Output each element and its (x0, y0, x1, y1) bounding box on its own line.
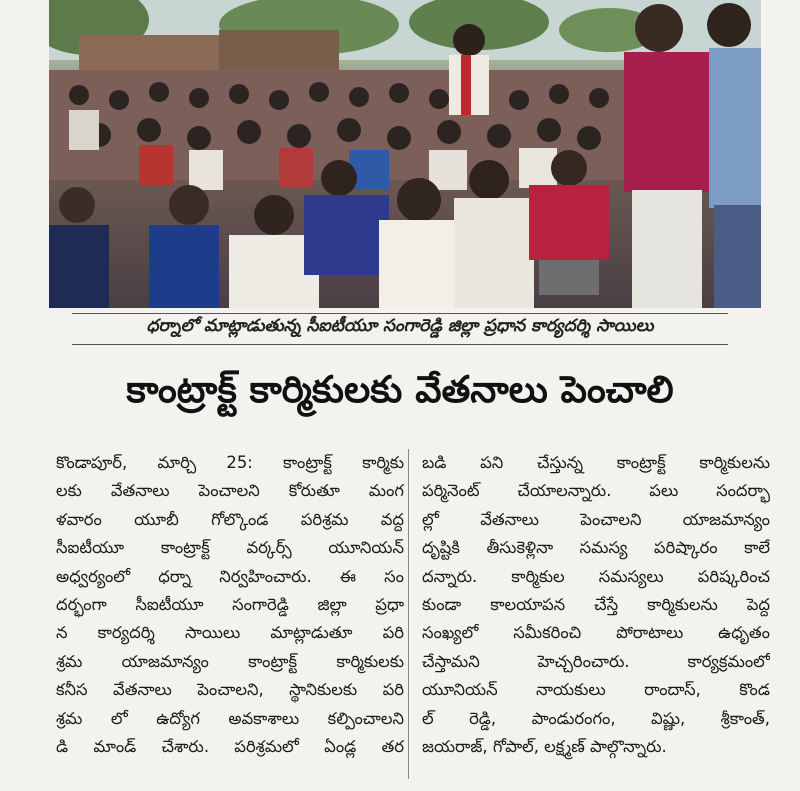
article-line: చేస్తామని హెచ్చరించారు. కార్యక్రమంలో (422, 651, 770, 671)
article-line: పర్మినెంట్ చేయాలన్నారు. పలు సందర్భా (422, 481, 770, 501)
article-line: శ్రమ యాజమాన్యం కాంట్రాక్ట్ కార్మికులకు (56, 651, 404, 671)
article-line: న కార్యదర్శి సాయిలు మాట్లాడుతూ పరి (56, 623, 404, 643)
article-line: అధ్వర్యంలో ధర్నా నిర్వహించారు. ఈ సం (56, 566, 404, 586)
article-line: జయరాజ్, గోపాల్, లక్ష్మణ్ పాల్గొన్నారు. (422, 737, 667, 757)
article-headline: కాంట్రాక్ట్ కార్మికులకు వేతనాలు పెంచాలి (126, 368, 674, 411)
caption-bottom-rule (72, 344, 728, 345)
article-line: లకు వేతనాలు పెంచాలని కోరుతూ మంగ (56, 481, 404, 501)
article-line: బడి పని చేస్తున్న కాంట్రాక్ట్ కార్మికులను (422, 453, 770, 472)
protest-crowd-photo (49, 0, 761, 308)
photo-caption: ధర్నాలో మాట్లాడుతున్న సీఐటీయూ సంగారెడ్డి జిల్లా ప్రధాన కార్యదర్శి సాయిలు (146, 316, 654, 336)
photo-illustration (49, 0, 761, 308)
article-line: ళవారం యూబీ గోల్కొండ పరిశ్రమ వద్ద (56, 509, 404, 529)
article-line: సీఐటీయూ కాంట్రాక్ట్ వర్కర్స్ యూనియన్ (56, 538, 404, 558)
article-line: కుండా కాలయాపన చేస్తే కార్మికులను పెద్ద (422, 595, 770, 615)
article-line: కొండాపూర్, మార్చి 25: కాంట్రాక్ట్ కార్మికు (56, 453, 404, 472)
caption-top-rule (72, 313, 728, 314)
article-line: కనీస వేతనాలు పెంచాలని, స్థానికులకు పరి (56, 680, 404, 700)
column-divider (408, 449, 409, 779)
article-line: డి మాండ్ చేశారు. పరిశ్రమలో ఏండ్ల తర (56, 737, 404, 757)
article-line: యూనియన్ నాయకులు రాందాస్, కొండ (422, 680, 770, 700)
article-line: సంఖ్యలో సమీకరించి పోరాటాలు ఉధృతం (422, 623, 770, 643)
article-line: దన్నారు. కార్మికుల సమస్యలు పరిష్కరించ (422, 566, 770, 586)
article-line: ల్లో వేతనాలు పెంచాలని యాజమాన్యం (422, 509, 770, 529)
article-column-right (422, 449, 770, 761)
article-line: దర్భంగా సీఐటీయూ సంగారెడ్డి జిల్లా ప్రధా (56, 595, 404, 615)
article-column-left (56, 449, 404, 761)
article-line: ల్ రెడ్డి, పాండురంగం, విష్ణు, శ్రీకాంత్, (422, 708, 770, 728)
article-line: దృష్టికి తీసుకెళ్లినా సమస్య పరిష్కారం కాలే (422, 538, 770, 558)
article-line: శ్రమ లో ఉద్యోగ అవకాశాలు కల్పించాలని (56, 708, 404, 728)
